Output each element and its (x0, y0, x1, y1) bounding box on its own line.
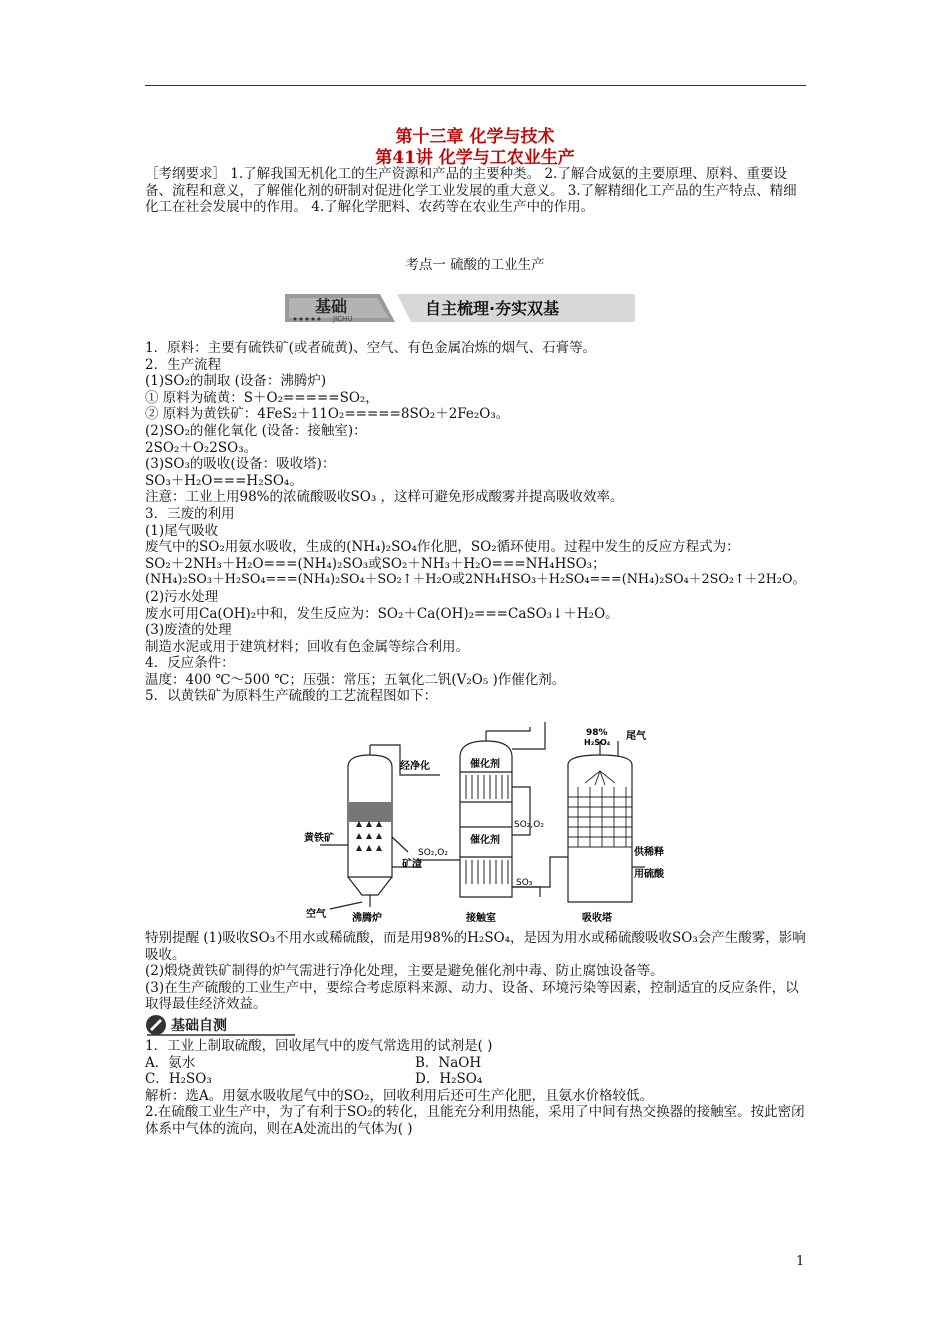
content-line: 温度：400 ℃～500 ℃；压强：常压；五氧化二钒(V₂O₅ )作催化剂。 (145, 671, 566, 688)
lecture-title: 第41讲 化学与工农业生产 (375, 148, 575, 168)
label-so3: SO₃ (516, 878, 533, 888)
label-acid-pct: 98% (586, 728, 608, 738)
note-line: (3)在生产硫酸的工业生产中，要综合考虑原料来源、动力、设备、环境污染等因素，控制适宜的反应条件，以取得最佳经济效益。 (145, 979, 799, 1013)
content-line: 2．生产流程 (145, 356, 222, 373)
banner-left-text: 基础 (315, 297, 348, 316)
process-flow-diagram (300, 727, 664, 924)
label-catalyst-1: 催化剂 (470, 759, 500, 770)
content-line: 注意：工业上用98%的浓硫酸吸收SO₃ ，这样可避免形成酸雾并提高吸收效率。 (145, 489, 624, 506)
special-notes (145, 930, 810, 1013)
note-line: (2)煅烧黄铁矿制得的炉气需进行净化处理，主要是避免催化剂中毒、防止腐蚀设备等。 (145, 963, 664, 980)
content-line: 3．三废的利用 (145, 505, 235, 522)
banner-pinyin: JICHU (333, 315, 353, 323)
option-c: C．H₂SO₃ (145, 1071, 212, 1088)
banner-right-text: 自主梳理·夯实双基 (425, 299, 560, 318)
label-tail-gas: 尾气 (626, 731, 646, 742)
label-dilute-2: 用硫酸 (634, 869, 664, 880)
header-rule (145, 85, 806, 86)
selftest-banner (145, 1014, 295, 1036)
label-so2o2-in: SO₂,O₂ (418, 848, 448, 858)
content-line: 废水可用Ca(OH)₂中和，发生反应为：SO₂＋Ca(OH)₂===CaSO₃↓＋H₂O。 (145, 605, 619, 622)
label-pyrite: 黄铁矿 (304, 833, 334, 844)
content-line: 制造水泥或用于建筑材料；回收有色金属等综合利用。 (145, 638, 469, 655)
selftest-label: 基础自测 (171, 1018, 227, 1034)
content-line: SO₃＋H₂O===H₂SO₄。 (145, 472, 303, 489)
content-line: 废气中的SO₂用氨水吸收，生成的(NH₄)₂SO₄作化肥，SO₂循环使用。过程中发生的反应方程式为： (145, 539, 740, 556)
content-line: (1)SO₂的制取 (设备：沸腾炉) (145, 373, 327, 390)
page-number: 1 (796, 1254, 805, 1269)
label-purify: 经净化 (400, 761, 430, 772)
content-line: SO₂＋2NH₃＋H₂O===(NH₄)₂SO₃或SO₂＋NH₃＋H₂O===NH₄HSO₃； (145, 555, 606, 572)
option-b: B．NaOH (415, 1054, 482, 1071)
label-dilute-1: 供稀释 (634, 847, 664, 858)
label-slag: 矿渣 (402, 859, 422, 870)
question-1: 1．工业上制取硫酸，回收尾气中的废气常选用的试剂是( ) (145, 1038, 493, 1054)
note-line: 特别提醒 (1)吸收SO₃不用水或稀硫酸，而是用98%的H₂SO₄，是因为用水或稀硫酸吸收SO₃会产生酸雾，影响吸收。 (145, 930, 806, 963)
content-line: ① 原料为硫黄：S＋O₂=====SO₂， (145, 389, 379, 406)
content-line: ② 原料为黄铁矿：4FeS₂＋11O₂=====8SO₂＋2Fe₂O₃。 (145, 406, 510, 423)
content-line: (NH₄)₂SO₃＋H₂SO₄===(NH₄)₂SO₄＋SO₂↑＋H₂O或2NH₄HSO₃＋H₂SO₄===(NH₄)₂SO₄＋2SO₂↑＋2H₂O。 (145, 572, 806, 588)
label-so2o2-side: SO₂,O₂ (514, 820, 544, 830)
label-air: 空气 (306, 909, 326, 920)
content-line: (3)SO₃的吸收(设备：吸收塔)： (145, 456, 336, 473)
label-acid-formula: H₂SO₄ (584, 738, 611, 747)
content-line: 2SO₂＋O₂2SO₃。 (145, 439, 258, 456)
content-line: (2)SO₂的催化氧化 (设备：接触室)： (145, 422, 367, 439)
question-2: 2.在硫酸工业生产中，为了有利于SO₂的转化，且能充分利用热能，采用了中间有热交换器的接触室。按此密闭体系中气体的流向，则在A处流出的气体为( ) (145, 1104, 805, 1137)
option-d: D．H₂SO₄ (415, 1071, 483, 1088)
label-catalyst-2: 催化剂 (470, 835, 500, 846)
content-line: (3)废渣的处理 (145, 622, 232, 639)
content-line: 4．反应条件： (145, 655, 235, 672)
section-banner (285, 290, 635, 326)
self-test-questions (145, 1038, 810, 1138)
boiling-furnace (348, 755, 392, 907)
answer-analysis: 解析：选A。用氨水吸收尾气中的SO₂，回收利用后还可生产化肥，且氨水价格较低。 (145, 1087, 653, 1104)
requirements-paragraph: ［考纲要求］ 1.了解我国无机化工的生产资源和产品的主要种类。 2.了解合成氨的主要原理、原料、重要设备、流程和意义，了解催化剂的研制对促进化学工业发展的重大意义。 3.了解精细化工产品的生产特点、精细化工在社会发展中的作用。 4.了解化学肥料、农药等在农业生产中的作用。 (145, 166, 797, 215)
content-line: 1．原料：主要有硫铁矿(或者硫黄)、空气、有色金属冶炼的烟气、石膏等。 (145, 340, 597, 356)
option-a: A．氨水 (145, 1054, 196, 1071)
content-body (145, 340, 810, 705)
label-tower: 吸收塔 (582, 913, 612, 924)
content-line: (2)污水处理 (145, 588, 219, 605)
chapter-title: 第十三章 化学与技术 (395, 127, 555, 147)
label-furnace: 沸腾炉 (352, 913, 382, 924)
label-contact: 接触室 (466, 913, 496, 924)
content-line: (1)尾气吸收 (145, 522, 219, 539)
content-line: 5．以黄铁矿为原料生产硫酸的工艺流程图如下： (145, 688, 438, 705)
section-title: 考点一 硫酸的工业生产 (405, 257, 545, 273)
